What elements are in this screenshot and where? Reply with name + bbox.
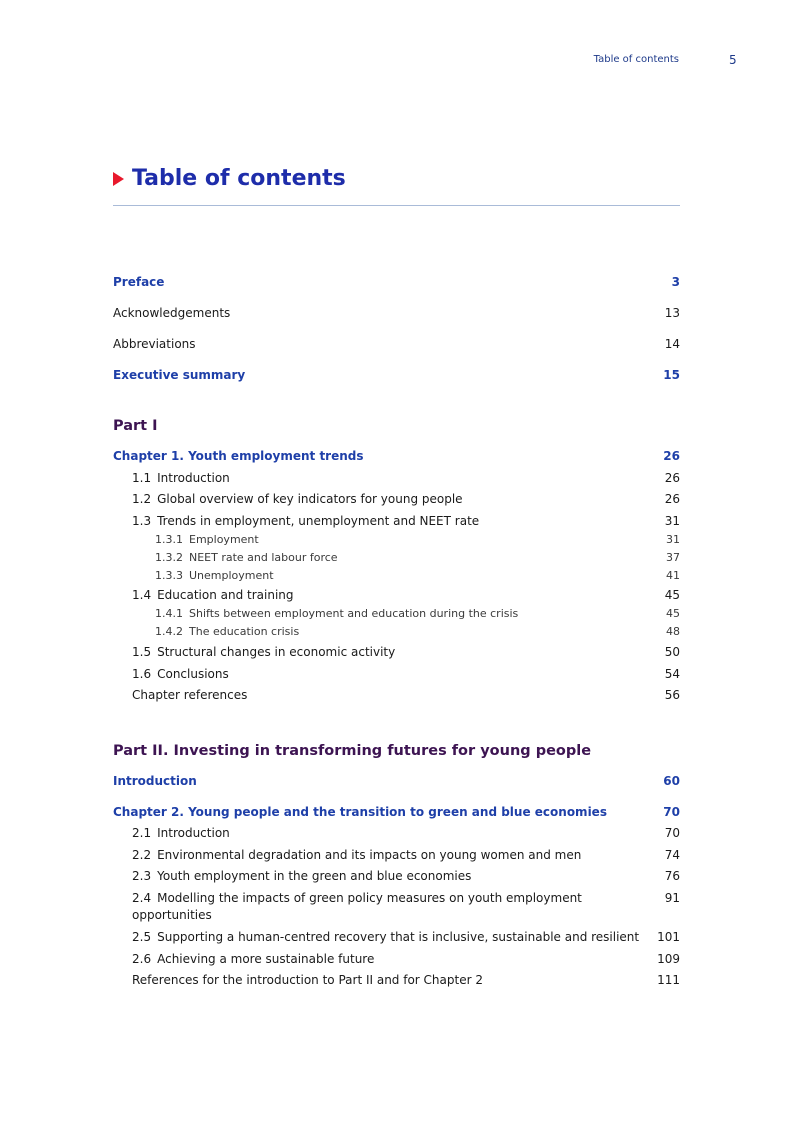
toc-entry-label: Introduction [113, 774, 197, 788]
toc-entry-label: Chapter 2. Young people and the transition to green and blue economies [113, 805, 607, 819]
toc-entry-number: 2.5 [132, 930, 152, 944]
toc-entry-number: 1.3.2 [155, 551, 183, 564]
toc-entry-1-4-2[interactable] [113, 624, 680, 639]
toc-entry-page: 54 [664, 667, 680, 681]
toc-entry-2-4[interactable] [113, 890, 680, 924]
toc-entry-1-4-1[interactable] [113, 606, 680, 621]
toc-entry-part-2-introduction[interactable] [113, 773, 680, 790]
toc-entry-number: 1.2 [132, 492, 152, 506]
toc-entry-page: 56 [664, 688, 680, 702]
toc-entry-label: Abbreviations [113, 337, 196, 351]
toc-entry-1-2[interactable] [113, 491, 680, 508]
toc-entry-page: 31 [666, 533, 680, 546]
toc-entry-acknowledgements[interactable] [113, 305, 680, 336]
toc-entry-label: The education crisis [189, 625, 300, 638]
toc-entry-number: 2.2 [132, 848, 152, 862]
toc-entry-label: References for the introduction to Part II and for Chapter 2 [132, 973, 483, 987]
toc-entry-page: 41 [666, 569, 680, 582]
toc-entry-number: 1.5 [132, 645, 152, 659]
toc-entry-page: 109 [657, 952, 680, 966]
toc-entry-page: 101 [657, 930, 680, 944]
toc-entry-label: Structural changes in economic activity [157, 645, 396, 659]
toc-entry-chapter-2-references[interactable] [113, 972, 680, 989]
toc-entry-number: 2.1 [132, 826, 152, 840]
toc-entry-page: 37 [666, 551, 680, 564]
toc-entry-page: 70 [663, 805, 680, 819]
toc-entry-page: 31 [664, 514, 680, 528]
toc-entry-label: Acknowledgements [113, 306, 231, 320]
toc-entry-number: 1.4 [132, 588, 152, 602]
toc-entry-number: 2.4 [132, 891, 152, 905]
toc-entry-page: 26 [664, 471, 680, 485]
toc-entry-page: 45 [664, 588, 680, 602]
toc-entry-page: 111 [657, 973, 680, 987]
toc-entry-label: Conclusions [157, 667, 229, 681]
toc-entry-page: 50 [664, 645, 680, 659]
toc-entry-label: Global overview of key indicators for young people [157, 492, 463, 506]
toc-entry-page: 26 [664, 492, 680, 506]
toc-entry-label: Environmental degradation and its impacts on young women and men [157, 848, 582, 862]
page-title-block [113, 165, 680, 195]
toc-entry-1-4[interactable] [113, 587, 680, 604]
toc-list [113, 274, 680, 989]
toc-entry-2-1[interactable] [113, 825, 680, 842]
toc-entry-label: Trends in employment, unemployment and NEET rate [157, 514, 480, 528]
toc-entry-1-3-1[interactable] [113, 532, 680, 547]
toc-entry-label: Supporting a human-centred recovery that is inclusive, sustainable and resilient [157, 930, 640, 944]
toc-entry-label: Introduction [157, 471, 230, 485]
toc-entry-page: 74 [664, 848, 680, 862]
toc-entry-number: 1.6 [132, 667, 152, 681]
toc-entry-number: 1.3.3 [155, 569, 183, 582]
toc-entry-label: Preface [113, 275, 165, 289]
toc-entry-preface[interactable] [113, 274, 680, 305]
toc-entry-page: 13 [664, 306, 680, 320]
toc-entry-2-6[interactable] [113, 951, 680, 968]
toc-entry-1-3[interactable] [113, 513, 680, 530]
running-header-section: Table of contents [593, 54, 679, 65]
toc-entry-label: Modelling the impacts of green policy measures on youth employment opportunities [132, 891, 582, 922]
toc-entry-label: Chapter references [132, 688, 248, 702]
toc-entry-chapter-1-references[interactable] [113, 687, 680, 704]
toc-entry-number: 1.4.2 [155, 625, 183, 638]
triangle-bullet-icon [113, 172, 124, 186]
toc-entry-label: Education and training [157, 588, 294, 602]
toc-entry-label: Youth employment in the green and blue economies [157, 869, 472, 883]
toc-entry-label: Unemployment [189, 569, 274, 582]
toc-entry-2-5[interactable] [113, 929, 680, 946]
title-divider [113, 205, 680, 206]
toc-entry-page: 45 [666, 607, 680, 620]
toc-entry-1-6[interactable] [113, 666, 680, 683]
toc-entry-label: Employment [189, 533, 259, 546]
running-header [0, 54, 793, 70]
part-1-heading: Part I [113, 418, 158, 434]
toc-entry-page: 76 [664, 869, 680, 883]
toc-entry-chapter-2[interactable] [113, 804, 680, 821]
toc-entry-number: 1.1 [132, 471, 152, 485]
toc-entry-label: Introduction [157, 826, 230, 840]
toc-entry-page: 91 [664, 891, 680, 905]
toc-entry-2-2[interactable] [113, 847, 680, 864]
toc-entry-number: 2.6 [132, 952, 152, 966]
toc-entry-page: 48 [666, 625, 680, 638]
toc-entry-number: 1.3 [132, 514, 152, 528]
toc-entry-page: 60 [663, 774, 680, 788]
toc-entry-page: 70 [664, 826, 680, 840]
toc-entry-label: Shifts between employment and education during the crisis [189, 607, 519, 620]
toc-entry-chapter-1[interactable] [113, 448, 680, 465]
toc-entry-number: 2.3 [132, 869, 152, 883]
toc-entry-1-1[interactable] [113, 470, 680, 487]
toc-entry-1-5[interactable] [113, 644, 680, 661]
toc-entry-number: 1.4.1 [155, 607, 183, 620]
toc-entry-label: Chapter 1. Youth employment trends [113, 449, 364, 463]
toc-entry-page: 14 [664, 337, 680, 351]
toc-entry-abbreviations[interactable] [113, 336, 680, 367]
toc-entry-page: 3 [671, 275, 680, 289]
toc-entry-page: 26 [663, 449, 680, 463]
toc-entry-number: 1.3.1 [155, 533, 183, 546]
toc-entry-label: Achieving a more sustainable future [157, 952, 375, 966]
toc-entry-1-3-2[interactable] [113, 550, 680, 565]
toc-entry-1-3-3[interactable] [113, 568, 680, 583]
toc-entry-label: Executive summary [113, 368, 246, 382]
toc-entry-page: 15 [663, 368, 680, 382]
toc-entry-label: NEET rate and labour force [189, 551, 338, 564]
part-2-heading: Part II. Investing in transforming futures for young people [113, 743, 592, 759]
page-number: 5 [729, 53, 737, 67]
toc-entry-2-3[interactable] [113, 868, 680, 885]
page-title: Table of contents [132, 166, 346, 191]
toc-entry-executive-summary[interactable] [113, 367, 680, 398]
